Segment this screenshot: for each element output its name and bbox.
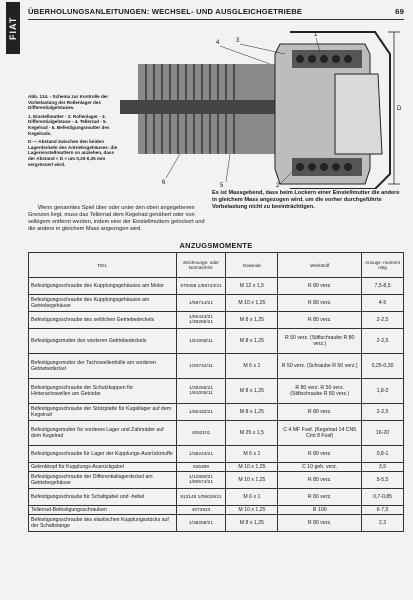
cell-material: R 80 verz. <box>278 312 362 329</box>
figure-caption <box>28 94 122 170</box>
cell-drawing-number: 835389 <box>176 463 226 472</box>
cell-material: C 4 MF Fosf. (Kegelrad 14 CN5 Cmt 8 Fosf) <box>278 421 362 446</box>
caption-d: D — Abstand zwischen den beiden Lagerdeckeln des Antriebsgehäuses: die Lagereinstellmuttern so anziehen, dass der Abstand « D » um 0,20-0,25 mm vergrössert wird. <box>28 139 118 167</box>
cell-drawing-number: 4092101 <box>176 421 226 446</box>
cell-drawing-number: 1/38243/21 <box>176 446 226 463</box>
col-drawing-number: Zeichnungs- oder Normteil-Nr. <box>176 253 226 278</box>
cell-part: Befestigungsschraube der Differentiallagerdeckel am Getriebegehäuse <box>29 472 177 489</box>
label-d: D <box>397 106 402 112</box>
cell-thread: M 10 x 1,25 <box>226 295 278 312</box>
table-row <box>29 446 404 463</box>
table-row <box>29 472 404 489</box>
page-title: ÜBERHOLUNGSANLEITUNGEN: WECHSEL- UND AUSGLEICHGETRIEBE <box>28 6 303 16</box>
cell-torque: 2,3 <box>362 515 404 532</box>
cell-thread: M 8 x 1,25 <box>226 515 278 532</box>
label-5: 5 <box>220 183 224 189</box>
cell-part: Befestigungsschraube des elastischen Kupplungsstücks auf der Schaltstange <box>29 515 177 532</box>
table-row <box>29 278 404 295</box>
cell-torque: 0,7-0,85 <box>362 489 404 506</box>
cell-drawing-number: 1/38258/21 1/61008/11 <box>176 379 226 404</box>
cell-material: R 50 verz. (Schraube R 50 verz.) <box>278 354 362 379</box>
cell-material: R 80 verz. <box>278 278 362 295</box>
col-torque: Anzugs- moment mkg <box>362 253 404 278</box>
torque-table <box>28 252 404 532</box>
cell-torque: 6-7,5 <box>362 506 404 515</box>
cell-part: Befestigungsschraube der Schutzkappen für Hinterachswellen am Getriebe <box>29 379 177 404</box>
caption-title: Abb. 134. - Schema zur Kontrolle der Vorbelastung der Rollenlager des Differentialgehäuses. <box>28 94 109 111</box>
cell-thread: M 8 x 1,25 <box>226 312 278 329</box>
cell-drawing-number: 1/25742/11 <box>176 354 226 379</box>
table-row <box>29 421 404 446</box>
table-header-row <box>29 253 404 278</box>
cell-thread: M 8 x 1,25 <box>226 379 278 404</box>
cell-torque: 4-5 <box>362 295 404 312</box>
label-1: 1 <box>314 32 318 38</box>
cell-torque: 2-2,5 <box>362 329 404 354</box>
cell-material: R 80 verz. <box>278 515 362 532</box>
label-3: 3 <box>236 38 240 44</box>
cell-drawing-number: 1/61008/11 <box>176 329 226 354</box>
cell-drawing-number: 1/12880/21 1/60574/21 <box>176 472 226 489</box>
table-row <box>29 379 404 404</box>
cell-part: Befestigungsschraube des Kupplungsgehäuses am Getriebegehäuse <box>29 295 177 312</box>
cell-part: Tellerrad-Befestigungsschrauben <box>29 506 177 515</box>
cell-thread: M 6 x 1 <box>226 446 278 463</box>
body-paragraph: Wenn genanntes Spiel über oder unter den oben angegebenen Grenzen liegt, muss das Tellerrad dem Kegelrad genähert oder von selbigem entfernt werden, indem eine der Einstellmuttern gelockert und die andere in gleichem Mass angezogen wird. <box>28 205 205 232</box>
table-row <box>29 295 404 312</box>
cell-thread: M 8 x 1,25 <box>226 404 278 421</box>
cell-material: R 80 verz. <box>278 404 362 421</box>
cell-part: Befestigungsmutter der Tachowellenhülle am vorderen Getriebedeckel <box>29 354 177 379</box>
cell-part: Befestigungsmutter des vorderen Getriebedeckels <box>29 329 177 354</box>
caption-legend: 1. Einstellmutter - 2. Rollenlager - 3. Differentialgehäuse - 4. Tellerrad - 5. Kegelrad - 6. Befestigungsmutter des Kegelrads. <box>28 113 110 136</box>
cell-drawing-number: 870059 1/59743/21 <box>176 278 226 295</box>
cell-thread: M 6 x 1 <box>226 489 278 506</box>
cell-material: R 50 verz. (Stiftschraube R 80 verz.) <box>278 329 362 354</box>
cell-thread: M 10 x 1,25 <box>226 506 278 515</box>
col-material: Werkstoff <box>278 253 362 278</box>
cell-thread: M 25 x 1,5 <box>226 421 278 446</box>
warning-caption: Es ist Massgebend, dass beim Lockern einer Einstellmutter die andere in gleichem Mass angezogen wird, um die vorher durchgeführte Vorbelastung nicht zu beeinträchtigen. <box>212 190 400 210</box>
cell-torque: 16-20 <box>362 421 404 446</box>
cell-torque: 0,25-0,30 <box>362 354 404 379</box>
table-row <box>29 404 404 421</box>
cell-part: Befestigungsschraube für Schaltgabel und -hebel <box>29 489 177 506</box>
label-6: 6 <box>162 180 166 186</box>
cell-thread: M 10 x 1,25 <box>226 472 278 489</box>
cell-drawing-number: 1/60432/21 <box>176 404 226 421</box>
main-shaft <box>120 100 300 114</box>
table-row <box>29 463 404 472</box>
table-row <box>29 515 404 532</box>
table-row <box>29 354 404 379</box>
cell-part: Befestigungsschraube des seitlichen Getriebedeckels <box>29 312 177 329</box>
cell-drawing-number: 1/59714/21 <box>176 295 226 312</box>
cell-material: R 80 verz. R 50 verz. (Stiftschraube R 80 verz.) <box>278 379 362 404</box>
cell-material: C 10 geh. verz. <box>278 463 362 472</box>
cell-thread: M 8 x 1,25 <box>226 329 278 354</box>
cell-drawing-number: 813149 1/09026/21 <box>176 489 226 506</box>
cell-torque: 3,5 <box>362 463 404 472</box>
cell-part: Befestigungsschraube des Kupplungsgehäuses am Motor <box>29 278 177 295</box>
label-4: 4 <box>216 40 220 46</box>
cell-thread: M 12 x 1,5 <box>226 278 278 295</box>
cell-material: R 80 verz. <box>278 472 362 489</box>
table-row <box>29 312 404 329</box>
table-row <box>29 329 404 354</box>
cell-torque: 2-2,5 <box>362 312 404 329</box>
label-2: 2 <box>276 183 280 189</box>
differential-schematic <box>120 24 406 189</box>
col-part: TEIL <box>29 253 177 278</box>
col-thread: Gewinde <box>226 253 278 278</box>
cell-part: Gelenkkopf für Kupplungs-Ausrückgabel <box>29 463 177 472</box>
header-rule <box>28 19 404 20</box>
cell-material: R 100 <box>278 506 362 515</box>
cell-torque: 7,5-8,5 <box>362 278 404 295</box>
cell-torque: 2-2,5 <box>362 404 404 421</box>
cell-material: R 80 verz. <box>278 489 362 506</box>
cell-drawing-number: 4073923 <box>176 506 226 515</box>
page-header <box>28 4 404 18</box>
page-number: 69 <box>395 6 404 16</box>
table-row <box>29 506 404 515</box>
cell-torque: 1,8-2 <box>362 379 404 404</box>
cell-thread: M 10 x 1,25 <box>226 463 278 472</box>
cell-torque: 0,8-1 <box>362 446 404 463</box>
fiat-logo: FIAT <box>6 2 20 54</box>
table-title: ANZUGSMOMENTE <box>179 241 253 250</box>
table-row <box>29 489 404 506</box>
cell-thread: M 6 x 1 <box>226 354 278 379</box>
cell-material: R 80 verz. <box>278 295 362 312</box>
cell-part: Befestigungsschraube der Stützplatte für Kugellager auf dem Kegelrad <box>29 404 177 421</box>
cell-part: Befestigungsmutter für vorderes Lager und Zahnräder auf dem Kegelrad <box>29 421 177 446</box>
cell-drawing-number: 1/60443/21 1/38265/21 <box>176 312 226 329</box>
cell-material: R 80 verz. <box>278 446 362 463</box>
cell-drawing-number: 1/38258/21 <box>176 515 226 532</box>
crown-wheel <box>335 74 382 154</box>
cell-part: Befestigungsschraube für Lager der Kupplungs-Ausrückmuffe <box>29 446 177 463</box>
cell-torque: 5-5,5 <box>362 472 404 489</box>
